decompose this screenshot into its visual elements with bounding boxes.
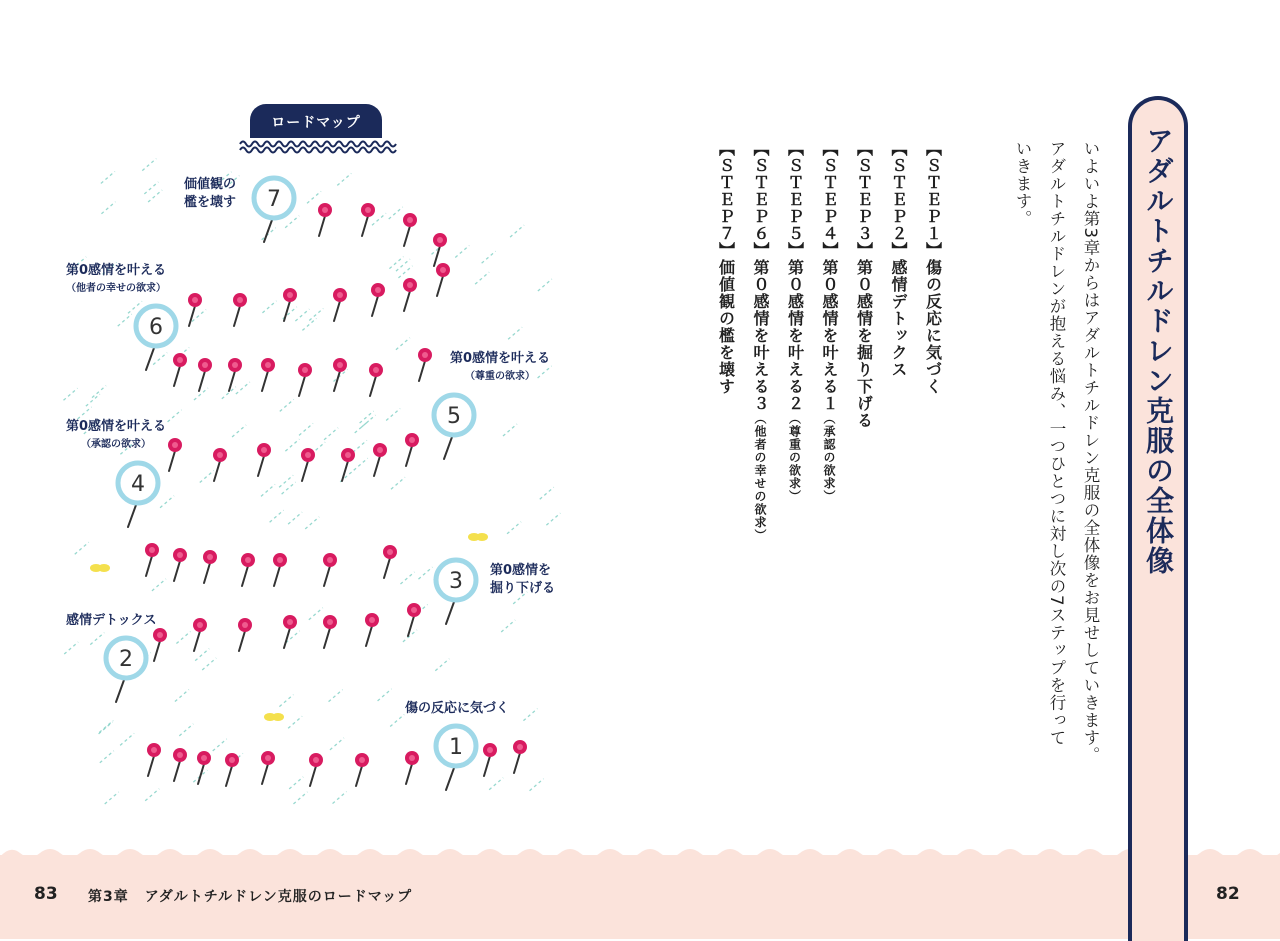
intro-line: いきます。 — [1013, 140, 1032, 228]
flower-center — [305, 452, 311, 458]
rain-dash — [390, 715, 404, 727]
flower-center — [302, 367, 308, 373]
flower-stem — [310, 766, 316, 786]
rain-dash — [282, 482, 296, 494]
flower-center — [409, 755, 415, 761]
rain-dash — [64, 642, 78, 654]
flower-stem — [262, 371, 268, 391]
station-label-3: 第0感情を 掘り下げる — [490, 563, 556, 596]
rain-dash — [329, 690, 343, 702]
flower-center — [437, 237, 443, 243]
flower-center — [232, 362, 238, 368]
flower-stem — [406, 446, 412, 466]
rain-dash — [90, 633, 104, 645]
rain-dash — [289, 777, 303, 789]
step-item: 【ＳＴＥＰ２】感情デトックス — [889, 140, 908, 378]
station-stem — [128, 505, 136, 527]
flower-stem — [370, 376, 376, 396]
rain-dash — [144, 182, 158, 194]
rain-dash — [232, 425, 246, 437]
flower-center — [207, 554, 213, 560]
rain-dash — [75, 542, 89, 554]
rain-dash — [86, 394, 100, 406]
flower-center — [197, 622, 203, 628]
rain-dash — [64, 388, 78, 400]
rain-dash — [372, 213, 386, 225]
rain-dash — [101, 202, 115, 214]
rain-dash — [152, 579, 166, 591]
flower-center — [265, 362, 271, 368]
rain-dash — [299, 423, 313, 435]
flower-stem — [258, 456, 264, 476]
rain-dash — [333, 792, 347, 804]
flower-center — [365, 207, 371, 213]
intro-line: いよいよ第3章からはアダルトチルドレン克服の全体像をお見せしていきます。 — [1081, 140, 1100, 764]
roadmap-illustration — [50, 100, 590, 820]
rain-dash — [455, 245, 469, 257]
rain-dash — [309, 608, 323, 620]
flower-stem — [234, 306, 240, 326]
flower-stem — [242, 566, 248, 586]
rain-dash — [391, 477, 405, 489]
station-label-6: 第0感情を叶える （他者の幸せの欲求） — [66, 263, 167, 294]
flower-center — [245, 557, 251, 563]
flower-stem — [174, 366, 180, 386]
rain-dash — [118, 314, 132, 326]
flower-center — [313, 757, 319, 763]
flower-stem — [194, 631, 200, 651]
flower-center — [287, 619, 293, 625]
flower-center — [327, 619, 333, 625]
flower-stem — [366, 626, 372, 646]
rain-dash — [120, 733, 134, 745]
flower-stem — [384, 558, 390, 578]
station-stem — [264, 220, 272, 242]
flower-center — [261, 447, 267, 453]
rain-dash — [540, 487, 554, 499]
step-item: 【ＳＴＥＰ４】第０感情を叶える１（承認の欲求） — [820, 140, 839, 503]
station-number: 3 — [449, 569, 463, 594]
intro-text — [1005, 140, 1107, 820]
flower-center — [322, 207, 328, 213]
rain-dash — [213, 739, 227, 751]
step-item: 【ＳＴＥＰ１】傷の反応に気づく — [923, 140, 943, 395]
station-number: 4 — [131, 472, 145, 497]
station-label-2: 感情デトックス — [66, 613, 157, 628]
flower-center — [151, 747, 157, 753]
rain-dash — [503, 424, 517, 436]
flower-center — [242, 622, 248, 628]
flower-stem — [199, 371, 205, 391]
flower-center — [345, 452, 351, 458]
rain-dash — [400, 572, 414, 584]
station-stem — [446, 602, 454, 624]
rain-dash — [330, 738, 344, 750]
flower-stem — [284, 628, 290, 648]
flower-center — [369, 617, 375, 623]
rain-dash — [200, 471, 214, 483]
flower-center — [201, 755, 207, 761]
rain-dash — [508, 327, 522, 339]
station-number: 2 — [119, 647, 133, 672]
rain-dash — [546, 513, 560, 525]
step-item: 【ＳＴＥＰ６】第０感情を叶える３（他者の幸せの欲求） — [751, 140, 770, 542]
rain-dash — [168, 410, 182, 422]
flower-stem — [374, 456, 380, 476]
rain-dash — [175, 690, 189, 702]
rain-dash — [101, 171, 115, 183]
butterfly-icon — [272, 713, 284, 721]
rain-dash — [360, 411, 374, 423]
rain-dash — [523, 709, 537, 721]
rain-dash — [295, 309, 309, 321]
station-stem — [146, 348, 154, 370]
step-item: 【ＳＴＥＰ７】価値観の檻を壊す — [716, 140, 736, 395]
station-number: 5 — [447, 404, 461, 429]
flower-stem — [324, 628, 330, 648]
rain-dash — [501, 620, 515, 632]
flower-stem — [437, 276, 443, 296]
flower-stem — [174, 561, 180, 581]
running-title: アダルトチルドレン克服のロードマップ — [144, 889, 413, 905]
title-wave — [240, 142, 396, 147]
rain-dash — [293, 792, 307, 804]
rain-dash — [398, 266, 412, 278]
station-stem — [444, 437, 452, 459]
flower-center — [192, 297, 198, 303]
flower-stem — [324, 566, 330, 586]
rain-dash — [489, 778, 503, 790]
rain-dash — [279, 695, 293, 707]
rain-dash — [538, 279, 552, 291]
flower-center — [229, 757, 235, 763]
rain-dash — [475, 272, 489, 284]
flower-stem — [239, 631, 245, 651]
flower-stem — [214, 461, 220, 481]
flower-stem — [189, 306, 195, 326]
rain-dash — [324, 428, 338, 440]
rain-dash — [353, 440, 367, 452]
rain-dash — [280, 399, 294, 411]
chapter-label: 第3章 — [88, 889, 129, 905]
station-label-7: 価値観の 檻を壊す — [184, 177, 237, 210]
step-item: 【ＳＴＥＰ５】第０感情を叶える２（尊重の欲求） — [785, 140, 805, 503]
rain-dash — [482, 251, 496, 263]
rain-dash — [270, 510, 284, 522]
rain-dash — [285, 439, 299, 451]
station-number: 6 — [149, 315, 163, 340]
flower-stem — [174, 761, 180, 781]
rain-dash — [202, 658, 216, 670]
flower-stem — [148, 756, 154, 776]
flower-stem — [274, 566, 280, 586]
flower-stem — [404, 226, 410, 246]
flower-center — [337, 292, 343, 298]
flower-stem — [334, 301, 340, 321]
left-page-number: 83 — [34, 884, 58, 904]
station-label-5: 第0感情を叶える （尊重の欲求） — [450, 351, 551, 382]
station-stem — [116, 680, 124, 702]
flower-center — [387, 549, 393, 555]
butterfly-icon — [476, 533, 488, 541]
rain-dash — [148, 190, 162, 202]
flower-stem — [204, 563, 210, 583]
rain-dash — [386, 409, 400, 421]
flower-stem — [229, 371, 235, 391]
rain-dash — [435, 659, 449, 671]
flower-center — [277, 557, 283, 563]
flower-center — [157, 632, 163, 638]
rain-dash — [337, 173, 351, 185]
flower-stem — [419, 361, 425, 381]
flower-stem — [302, 461, 308, 481]
flower-stem — [262, 764, 268, 784]
rain-dash — [507, 522, 521, 534]
flower-center — [373, 367, 379, 373]
flower-stem — [484, 756, 490, 776]
butterfly-icon — [98, 564, 110, 572]
rain-dash — [145, 789, 159, 801]
rain-dash — [105, 792, 119, 804]
roadmap-title: ロードマップ — [271, 115, 361, 131]
step-list — [708, 140, 950, 660]
step-item: 【ＳＴＥＰ３】第０感情を掘り下げる — [854, 140, 874, 429]
rain-dash — [510, 225, 524, 237]
rain-dash — [179, 724, 193, 736]
right-page-number: 82 — [1216, 884, 1240, 904]
rain-dash — [195, 649, 209, 661]
rain-dash — [288, 716, 302, 728]
flower-stem — [284, 301, 290, 321]
flower-stem — [299, 376, 305, 396]
station-label-1: 傷の反応に気づく — [405, 701, 510, 716]
rain-dash — [285, 216, 299, 228]
rain-dash — [142, 159, 156, 171]
flower-stem — [356, 766, 362, 786]
flower-center — [149, 547, 155, 553]
flower-stem — [406, 764, 412, 784]
rain-dash — [261, 484, 275, 496]
rain-dash — [92, 386, 106, 398]
flower-center — [177, 552, 183, 558]
footer-wave — [0, 843, 1280, 869]
flower-stem — [514, 753, 520, 773]
flower-center — [172, 442, 178, 448]
flower-center — [407, 217, 413, 223]
flower-center — [287, 292, 293, 298]
rain-dash — [160, 496, 174, 508]
rain-dash — [176, 632, 190, 644]
flower-center — [375, 287, 381, 293]
flower-center — [237, 297, 243, 303]
rain-dash — [396, 338, 410, 350]
flower-center — [327, 557, 333, 563]
flower-center — [487, 747, 493, 753]
rain-dash — [236, 382, 250, 394]
flower-center — [337, 362, 343, 368]
flower-stem — [372, 296, 378, 316]
chapter-title: アダルトチルドレン克服の全体像 — [1142, 126, 1175, 576]
flower-center — [202, 362, 208, 368]
flower-stem — [146, 556, 152, 576]
rain-dash — [305, 517, 319, 529]
flower-center — [422, 352, 428, 358]
station-number: 7 — [267, 187, 281, 212]
rain-dash — [354, 458, 368, 470]
rain-dash — [100, 751, 114, 763]
flower-center — [407, 282, 413, 288]
flower-center — [217, 452, 223, 458]
running-header — [88, 886, 428, 906]
flower-center — [440, 267, 446, 273]
flower-stem — [362, 216, 368, 236]
station-number: 1 — [449, 735, 463, 760]
flower-center — [177, 752, 183, 758]
station-label-4: 第0感情を叶える （承認の欲求） — [66, 419, 167, 450]
flower-center — [265, 755, 271, 761]
flower-center — [411, 607, 417, 613]
flower-stem — [319, 216, 325, 236]
rain-dash — [288, 512, 302, 524]
rain-dash — [153, 353, 167, 365]
flower-center — [409, 437, 415, 443]
flower-center — [377, 447, 383, 453]
intro-line: アダルトチルドレンが抱える悩み、一つひとつに対し次の7ステップを行って — [1047, 140, 1066, 747]
flower-center — [177, 357, 183, 363]
flower-stem — [154, 641, 160, 661]
rain-dash — [307, 191, 321, 203]
rain-dash — [389, 207, 403, 219]
rain-dash — [194, 388, 208, 400]
flower-stem — [226, 766, 232, 786]
title-wave — [240, 148, 396, 153]
rain-dash — [530, 779, 544, 791]
flower-stem — [404, 291, 410, 311]
flower-center — [517, 744, 523, 750]
rain-dash — [262, 301, 276, 313]
flower-center — [359, 757, 365, 763]
rain-dash — [378, 689, 392, 701]
rain-dash — [418, 567, 432, 579]
rain-dash — [99, 720, 113, 732]
flower-stem — [169, 451, 175, 471]
station-stem — [446, 768, 454, 790]
